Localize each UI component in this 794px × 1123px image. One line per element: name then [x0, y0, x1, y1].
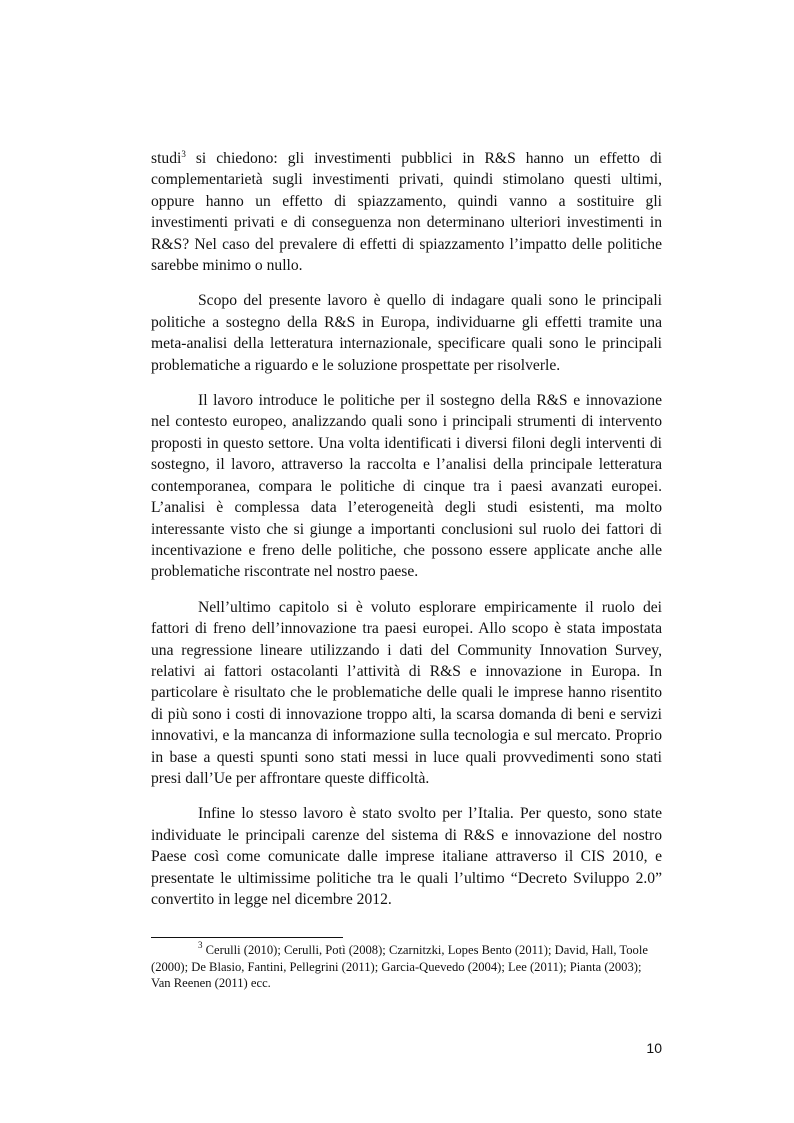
paragraph-4: Nell’ultimo capitolo si è voluto esplorare empiricamente il ruolo dei fattori di freno dell’innovazione tra paesi europei. Allo scopo è stata impostata una regressione lineare utilizzando i dati del Community Innovation Survey, relativi ai fattori ostacolanti l’attività di R&S e innovazione in Europa. In particolare è risultato che le problematiche delle quali le imprese hanno risentito di più sono i costi di innovazione troppo alti, la scarsa domanda di beni e servizi innovativi, e la mancanza di informazione sulla tecnologia e sul mercato. Proprio in base a questi spunti sono stati messi in luce quali provvedimenti sono stati presi dall’Ue per affrontare queste difficoltà.	[151, 598, 662, 787]
paragraph-5: Infine lo stesso lavoro è stato svolto per l’Italia. Per questo, sono state individuate le principali carenze del sistema di R&S e innovazione del nostro Paese così come comunicate dalle imprese italiane attraverso il CIS 2010, e presentate le ultimissime politiche tra le quali l’ultimo “Decreto Sviluppo 2.0” convertito in legge nel dicembre 2012.	[151, 805, 662, 908]
paragraph-1-text: si chiedono: gli investimenti pubblici in R&S hanno un effetto di complementarietà sugli investimenti privati, quindi stimolano questi ultimi, oppure hanno un effetto di spiazzamento, quindi vanno a sostituire gli investimenti privati e di conseguenza non determinano ulteriori investimenti in R&S? Nel caso del prevalere di effetti di spiazzamento l’impatto delle politiche sarebbe minimo o nullo.	[151, 150, 662, 275]
paragraph-3: Il lavoro introduce le politiche per il sostegno della R&S e innovazione nel contesto europeo, analizzando quali sono i principali strumenti di intervento proposti in questo settore. Una volta identificati i diversi filoni degli interventi di sostegno, il lavoro, attraverso la raccolta e l’analisi della principale letteratura contemporanea, compara le politiche di cinque tra i paesi avanzati europei. L’analisi è complessa data l’eterogeneità degli studi esistenti, ma molto interessante visto che si giunge a importanti conclusioni sul ruolo dei fattori di incentivazione e freno delle politiche, che possono essere applicate anche alle problematiche riscontrate nel nostro paese.	[151, 392, 662, 581]
footnote-text: Cerulli (2010); Cerulli, Potì (2008); Czarnitzki, Lopes Bento (2011); David, Hall, Toole (2000); De Blasio, Fantini, Pellegrini (2011); Garcia-Quevedo (2004); Lee (2011); Pianta (2003); Van Reenen (2011) ecc.	[151, 943, 648, 991]
page-number: 10	[646, 1040, 662, 1056]
footnote-separator	[151, 937, 343, 938]
footnote	[151, 942, 662, 992]
paragraph-1-lead-word: studi	[151, 150, 182, 167]
footnote-marker: 3	[198, 940, 203, 950]
body-text	[151, 148, 662, 924]
footnote-reference[interactable]: 3	[181, 149, 186, 159]
paragraph-2: Scopo del presente lavoro è quello di indagare quali sono le principali politiche a sostegno della R&S in Europa, individuarne gli effetti tramite una meta-analisi della letteratura internazionale, specificare quali sono le principali problematiche a riguardo e le soluzione prospettate per risolverle.	[151, 292, 662, 374]
footnote-indent	[151, 940, 203, 957]
paragraph-1	[151, 148, 662, 276]
